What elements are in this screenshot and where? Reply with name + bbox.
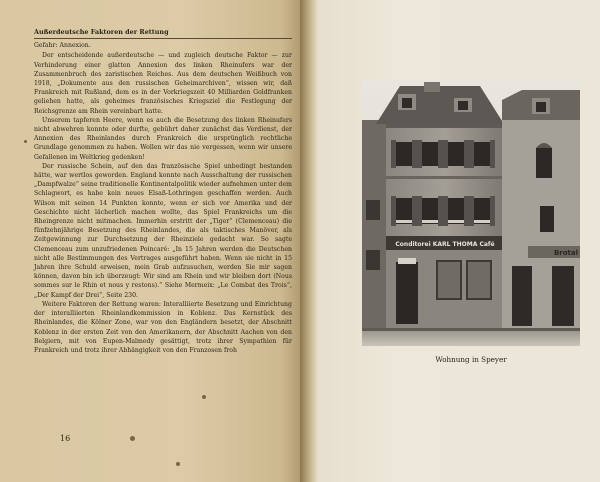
side-sign: Brotal (553, 249, 579, 257)
paragraph: Unserem tapferen Heere, wenn es auch die Besetzung des linken Rheinufers nicht abwehren konnte oder durfte, gebührt daher zunächst das Verdienst, der Annexion des Rheinlandes durch Frankreich die ursprünglich rechtliche Grundlage genommen zu haben. Wollen wir das nie vergessen, wenn wir unsere Gefallenen im Weltkrieg gedenken! (34, 116, 292, 161)
photo-caption: Wohnung in Speyer (435, 355, 507, 364)
right-page (318, 0, 600, 482)
page-text (34, 28, 292, 468)
foxing-spot (24, 140, 27, 143)
building-photo (362, 80, 580, 346)
paragraph: Der entscheidende außerdeutsche — und zugleich deutsche Faktor — zur Verhinderung einer glatten Annexion des linken Rheinufers war der Zusammenbruch des zaristischen Reiches. Aus dem deutschen Weißbuch von 1918, „Dokumente aus den russischen Geheimarchiven“, wissen wir, daß Frankreich mit Rußland, dem es in der Vorkriegszeit 40 Milliarden Goldfranken geliehen hatte, als geheimes französisches Kriegsziel die Festlegung der Reichsgrenze am Rhein vereinbart hatte. (34, 52, 292, 115)
paragraph: Weitere Faktoren der Rettung waren: Interalliierte Besetzung und Einrichtung der interalliierten Rheinlandkommission in Koblenz. Das Kernstück des Rheinlandes, die Kölner Zone, war von den Engländern besetzt, der Abschnitt Koblenz in der ersten Zeit von den Amerikanern, der Abschnitt Aachen von den Belgiern, mit von Eupen-Malmedy gesättigt, trotz ihrer Sympathien für Frankreich und trotz ihrer Abhängigkeit von den Franzosen froh (34, 300, 292, 354)
page-number: 16 (60, 434, 71, 443)
section-subheading: Gefahr: Annexion. (34, 42, 91, 50)
paragraph: Der russische Schein, auf den das französische Spiel unbedingt bestanden hätte, war wertlos geworden. England konnte nach Ausschaltung der russischen „Dampfwalze“ seine traditionelle Kontinentalpolitik wieder aufnehmen unter dem Schlagwort, es habe kein neues Elsaß-Lothringen geschaffen werden. Auch Wilson mit seinen 14 Punkten konnte, wenn er sich vor Amerika und der Geschichte nicht lächerlich machen wollte, das Spiel Frankreichs um die Rheingrenze nicht mitmachen. Immerhin erstritt der „Tiger“ (Clemenceau) die fünfzehnjährige Besetzung des Rheinlandes, die als taktisches Manöver, als Zeitgewinnung zur Durchsetzung der Rheinziele gedacht war. So sagte Clemenceau zum unzufriedenen Poincaré: „In 15 Jahren werden die Deutschen nicht alle Bestimmungen des Vertrages ausgeführt haben. Wenn sie nicht in 15 Jahren ihre Schuld erweisen, mein Grab aufzusuchen, werden Sie mir sagen können, davon bin ich überzeugt: Wir sind am Rhein und wir bleiben dort (Nous sommes sur le Rhin et nous y restons).“ Siehe Mermeix: „Le Combat des Trois“, „Der Kampf der Drei“, Seite 230. (34, 162, 292, 299)
building-photo-image (362, 80, 580, 346)
section-heading: Außerdeutsche Faktoren der Rettung (34, 28, 292, 39)
shop-sign: Conditorei KARL THOMA Café (395, 241, 495, 248)
